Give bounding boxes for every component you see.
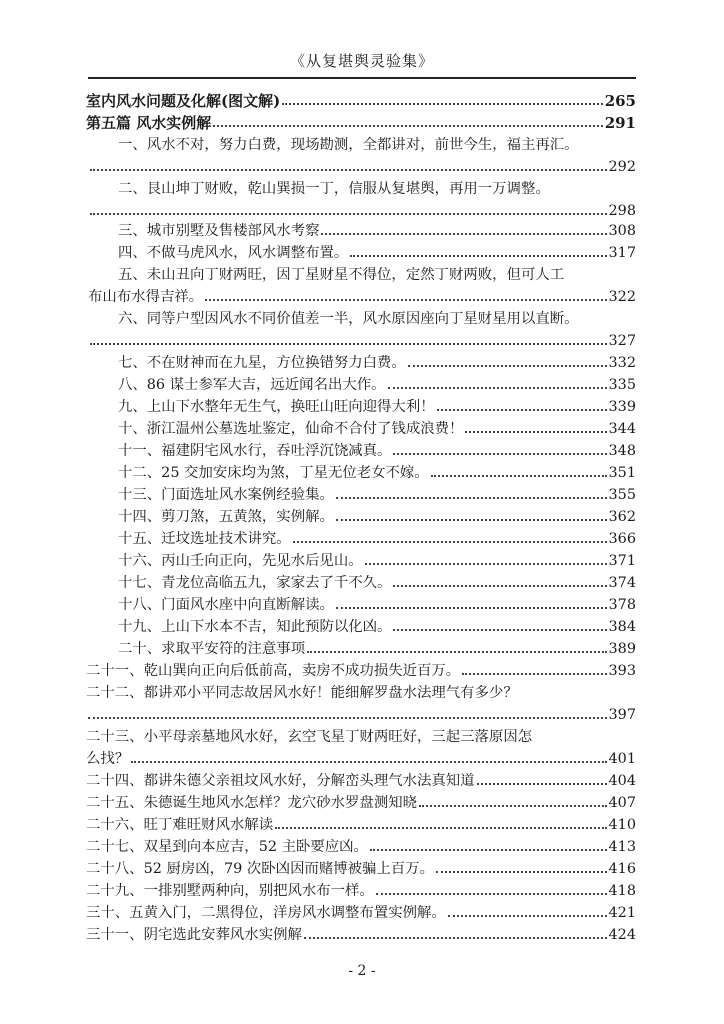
toc-entry-18[interactable]: [118, 596, 636, 614]
leader-dots: [376, 893, 607, 895]
toc-entry-7[interactable]: [118, 354, 636, 372]
toc-entry-19[interactable]: [118, 618, 636, 636]
toc-entry-title: 十九、上山下水本不吉，知此预防以化凶。: [118, 619, 392, 635]
toc-entry-title: 室内风水问题及化解(图文解): [86, 92, 281, 110]
leader-dots: [393, 585, 606, 587]
leader-dots: [370, 849, 607, 851]
toc-entry-page: 389: [608, 641, 636, 657]
toc-entry-title: 三、城市别墅及售楼部风水考察: [118, 223, 320, 239]
leader-dots: [436, 871, 607, 873]
toc-entry-22[interactable]: [86, 684, 636, 724]
toc-entry-title: 二十五、朱德诞生地风水怎样？龙穴砂水罗盘测知晓: [86, 795, 417, 811]
toc-entry-page: 291: [604, 114, 636, 132]
toc-entry-page: 362: [608, 509, 636, 525]
toc-entry-21[interactable]: [86, 662, 636, 680]
toc-entry-title: 七、不在财神而在九星，方位换错努力白费。: [118, 355, 406, 371]
toc-entry-page: 397: [608, 707, 636, 723]
toc-entry-page: 348: [608, 443, 636, 459]
toc-entry-24[interactable]: [86, 772, 636, 790]
toc-entry-page: 413: [608, 839, 636, 855]
leader-dots: [393, 453, 606, 455]
leader-dots: [282, 103, 602, 105]
toc-entry-page: 371: [608, 553, 636, 569]
toc-entry-title-cont: 么找？: [86, 751, 130, 767]
toc-entry-28[interactable]: [86, 860, 636, 878]
toc-entry-title: 二十一、乾山巽向正向后低前高，卖房不成功损失近百万。: [86, 663, 461, 679]
leader-dots: [90, 213, 607, 215]
toc-entry-page: 416: [608, 861, 636, 877]
toc-entry-title: 二十九、一排别墅两种向，别把风水布一样。: [86, 883, 374, 899]
running-header: 《从复堪舆灵验集》: [289, 52, 434, 70]
toc-entry-page: 308: [608, 223, 636, 239]
leader-dots: [419, 805, 607, 807]
toc-entry-title: 十、浙江温州公墓选址鉴定，仙命不合付了钱成浪费！: [118, 421, 464, 437]
toc-entry-page: 410: [608, 817, 636, 833]
toc-entry-title: 九、上山下水整年无生气，换旺山旺向迎得大利！: [118, 399, 435, 415]
leader-dots: [462, 673, 606, 675]
toc-entry-23[interactable]: [86, 728, 636, 768]
toc-entry-page: 384: [608, 619, 636, 635]
leader-dots: [388, 387, 607, 389]
leader-dots: [437, 409, 607, 411]
leader-dots: [448, 915, 607, 917]
leader-dots: [465, 431, 606, 433]
toc-entry-page: 374: [608, 575, 636, 591]
leader-dots: [408, 365, 607, 367]
toc-entry-12[interactable]: [118, 464, 636, 482]
toc-entry-title-cont: 布山布水得吉祥。: [88, 289, 204, 305]
toc-entry-page: 366: [608, 531, 636, 547]
leader-dots: [336, 519, 607, 521]
toc-entry-10[interactable]: [118, 420, 636, 438]
leader-dots: [275, 827, 606, 829]
toc-entry-page: 332: [608, 355, 636, 371]
toc-entry-27[interactable]: [86, 838, 636, 856]
toc-entry-3[interactable]: [118, 222, 636, 240]
toc-entry-title: 二十二、都讲邓小平同志故居风水好！能细解罗盘水法理气有多少？: [86, 685, 518, 701]
toc-entry-title: 一、风水不对，努力白费，现场勘测，全都讲对，前世今生，福主再汇。: [118, 137, 579, 153]
leader-dots: [307, 651, 606, 653]
leader-dots: [393, 629, 606, 631]
toc-entry-part5[interactable]: [86, 114, 636, 132]
toc-entry-15[interactable]: [118, 530, 636, 548]
toc-entry-title: 第五篇 风水实例解: [86, 114, 212, 132]
toc-entry-page: 327: [608, 333, 636, 349]
leader-dots: [293, 541, 607, 543]
leader-dots: [205, 299, 606, 301]
toc-entry-page: 351: [608, 465, 636, 481]
toc-entry-8[interactable]: [118, 376, 636, 394]
toc-entry-title: 二十、求取平安符的注意事项: [118, 641, 306, 657]
toc-entry-page: 393: [608, 663, 636, 679]
leader-dots: [321, 233, 606, 235]
toc-entry-page: 355: [608, 487, 636, 503]
leader-dots: [477, 783, 607, 785]
toc-entry-page: 265: [604, 92, 636, 110]
page-number: - 2 -: [348, 963, 376, 979]
toc-entry-title: 十五、迁坟选址技术讲究。: [118, 531, 291, 547]
toc-entry-20[interactable]: [118, 640, 636, 658]
toc-entry-title: 十三、门面选址风水案例经验集。: [118, 487, 334, 503]
toc-entry-title: 四、不做马虎风水，风水调整布置。: [118, 245, 349, 261]
toc-entry-25[interactable]: [86, 794, 636, 812]
toc-entry-17[interactable]: [118, 574, 636, 592]
leader-dots: [304, 937, 607, 939]
toc-entry-page: 404: [608, 773, 636, 789]
toc-entry-title: 二十四、都讲朱德父亲祖坟风水好，分解峦头理气水法真知道: [86, 773, 475, 789]
leader-dots: [90, 343, 607, 345]
toc-entry-page: 298: [608, 203, 636, 219]
toc-entry-title: 三十一、阴宅选此安葬风水实例解: [86, 927, 302, 943]
toc-entry-31[interactable]: [86, 926, 636, 944]
toc-entry-page: 418: [608, 883, 636, 899]
toc-entry-30[interactable]: [86, 904, 636, 922]
toc-entry-title: 六、同等户型因风水不同价值差一半，风水原因座向丁星财星用以直断。: [118, 311, 579, 327]
toc-entry-title: 二、艮山坤丁财败，乾山巽损一丁，信服从复堪舆，再用一万调整。: [118, 181, 550, 197]
toc-entry-page: 335: [608, 377, 636, 393]
leader-dots: [350, 255, 606, 257]
leader-dots: [336, 607, 607, 609]
leader-dots: [431, 475, 607, 477]
toc-entry-title: 十二、25 交加安床均为煞，丁星无位老女不嫁。: [118, 465, 429, 481]
toc-entry-1[interactable]: [118, 136, 636, 176]
toc-entry-title: 二十七、双星到向本应吉，52 主卧要应凶。: [86, 839, 368, 855]
toc-entry-page: 407: [608, 795, 636, 811]
toc-entry-page: 344: [608, 421, 636, 437]
toc-entry-page: 401: [608, 751, 636, 767]
toc-entry-title: 十六、丙山壬向正向，先见水后见山。: [118, 553, 363, 569]
toc-entry-page: 421: [608, 905, 636, 921]
leader-dots: [131, 761, 606, 763]
toc-entry-13[interactable]: [118, 486, 636, 504]
leader-dots: [90, 169, 607, 171]
toc-entry-title: 二十三、小平母亲墓地风水好，玄空飞星丁财两旺好，三起三落原因怎: [86, 729, 533, 745]
toc-entry-title: 二十八、52 厨房凶，79 次卧凶因而赌博被骗上百万。: [86, 861, 434, 877]
toc-entry-page: 317: [608, 245, 636, 261]
toc-entry-29[interactable]: [86, 882, 636, 900]
toc-entry-title: 三十、五黄入门，二黑得位，洋房风水调整布置实例解。: [86, 905, 446, 921]
toc-entry-6[interactable]: [118, 310, 636, 350]
toc-entry-title: 十四、剪刀煞，五黄煞，实例解。: [118, 509, 334, 525]
leader-dots: [336, 497, 607, 499]
leader-dots: [213, 125, 602, 127]
leader-dots: [88, 717, 607, 719]
toc-entry-11[interactable]: [118, 442, 636, 460]
toc-entry-page: 292: [608, 159, 636, 175]
toc-entry-title: 十八、门面风水座中向直断解读。: [118, 597, 334, 613]
toc-entry-4[interactable]: [118, 244, 636, 262]
toc-entry-indoor[interactable]: [86, 92, 636, 110]
toc-entry-9[interactable]: [118, 398, 636, 416]
toc-entry-5[interactable]: [88, 266, 636, 306]
toc-entry-title: 二十六、旺丁难旺财风水解读: [86, 817, 274, 833]
toc-entry-page: 322: [608, 289, 636, 305]
toc-entry-title: 十七、青龙位高临五九，家家去了千不久。: [118, 575, 392, 591]
header-rule: [88, 77, 636, 79]
toc-entry-page: 378: [608, 597, 636, 613]
toc-entry-title: 八、86 谋士参军大吉，远近闻名出大作。: [118, 377, 386, 393]
toc-entry-2[interactable]: [118, 180, 636, 220]
toc-entry-14[interactable]: [118, 508, 636, 526]
toc-entry-page: 424: [608, 927, 636, 943]
toc-entry-26[interactable]: [86, 816, 636, 834]
toc-entry-title: 十一、福建阴宅风水行，吞吐浮沉饶减真。: [118, 443, 392, 459]
toc-entry-title: 五、未山丑向丁财两旺，因丁星财星不得位，定然丁财两败，但可人工: [118, 267, 565, 283]
toc-entry-page: 339: [608, 399, 636, 415]
leader-dots: [365, 563, 607, 565]
toc-entry-16[interactable]: [118, 552, 636, 570]
